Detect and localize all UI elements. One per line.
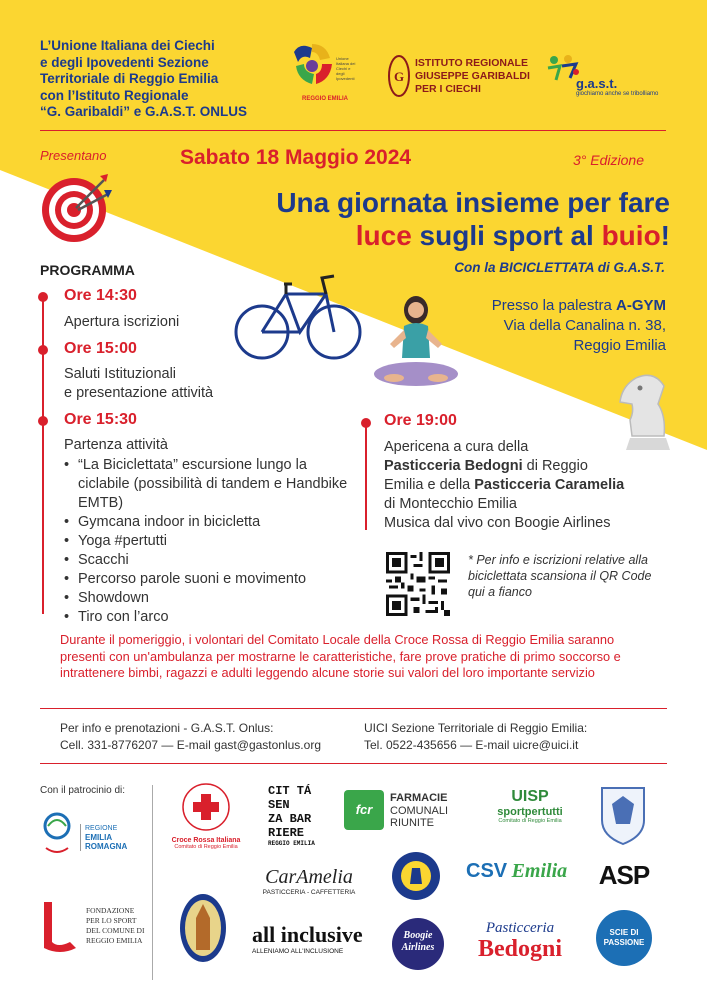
title-line-2 bbox=[150, 219, 670, 252]
event-date: Sabato 18 Maggio 2024 bbox=[180, 146, 412, 169]
header-divider bbox=[40, 130, 666, 131]
organizer-line: con l’Istituto Regionale bbox=[40, 87, 189, 103]
regione-line: ROMAGNA bbox=[85, 842, 128, 851]
activity-welcome: Saluti Istituzionali e presentazione attività bbox=[64, 366, 214, 401]
scie-di-passione-logo bbox=[596, 910, 652, 966]
garibaldi-line: GIUSEPPE GARIBALDI bbox=[415, 70, 530, 82]
all-inclusive-logo bbox=[252, 922, 364, 972]
fondazione-logo-icon bbox=[40, 898, 80, 958]
programma-heading: PROGRAMMA bbox=[40, 262, 135, 278]
garibaldi-logo bbox=[387, 54, 530, 104]
list-item: • Showdown bbox=[64, 589, 354, 608]
presentano-label: Presentano bbox=[40, 148, 107, 163]
farmacie-line: FARMACIE bbox=[390, 792, 448, 804]
organizer-line: “G. Garibaldi” e G.A.S.T. ONLUS bbox=[40, 104, 248, 119]
asp-name: ASP bbox=[598, 860, 650, 890]
allinclusive-name: all inclusive bbox=[252, 922, 363, 947]
venue-address: Via della Canalina n. 38, bbox=[503, 317, 666, 334]
sponsor-divider bbox=[152, 785, 153, 980]
boogie-airlines-logo bbox=[392, 918, 444, 970]
timeline-dot bbox=[38, 292, 48, 302]
citta-senza-barriere-logo: CIT TÁ SEN ZA BAR RIERE REGGIO EMILIA bbox=[268, 784, 315, 847]
farmacie-line: RIUNITE bbox=[390, 817, 434, 829]
list-item: • Scacchi bbox=[64, 551, 354, 570]
uici-logo-small-text: Unione Italiana dei Ciechi e degli Ipovedenti bbox=[336, 56, 356, 81]
pasticceria-bedogni-logo bbox=[462, 920, 578, 968]
uici-logo-city: REGGIO EMILIA bbox=[302, 96, 349, 102]
farmacie-line: COMUNALI bbox=[390, 804, 449, 817]
organizer-line: L’Unione Italiana dei Ciechi bbox=[40, 38, 215, 53]
timeline-dot bbox=[38, 345, 48, 355]
qr-code[interactable] bbox=[386, 552, 450, 616]
timeline-dot bbox=[361, 418, 371, 428]
boogie-name: Boogie Airlines bbox=[401, 930, 435, 953]
allinclusive-sub: ALLENIAMO ALL'INCLUSIONE bbox=[252, 948, 344, 955]
activities-list bbox=[64, 456, 354, 627]
garibaldi-line: PER I CIECHI bbox=[415, 83, 481, 95]
uici-logo bbox=[290, 40, 358, 110]
comune-badge-icon bbox=[178, 892, 228, 964]
regione-logo-icon bbox=[42, 812, 72, 860]
uisp-tagline: sportpertutti bbox=[497, 806, 563, 818]
uisp-sub: Comitato di Reggio Emilia bbox=[498, 818, 562, 824]
scacchi-badge-icon bbox=[390, 850, 442, 902]
event-title bbox=[150, 186, 670, 252]
list-item: • Tiro con l’arco bbox=[64, 608, 354, 627]
fcr-mark: fcr bbox=[344, 790, 384, 830]
asp-logo bbox=[596, 860, 652, 900]
edition-label: 3° Edizione bbox=[573, 152, 644, 168]
gast-logo bbox=[546, 54, 668, 100]
gast-tagline: giochiamo anche se tribolliamo bbox=[576, 91, 659, 97]
title-middle: sugli sport al bbox=[411, 220, 602, 251]
gast-figures-icon bbox=[546, 54, 580, 84]
activity-start: Partenza attività bbox=[64, 437, 168, 453]
venue-intro: Presso la palestra bbox=[491, 297, 612, 314]
garibaldi-crest-icon bbox=[387, 54, 411, 98]
municipal-crest-icon bbox=[598, 784, 648, 846]
csv-name: CSV bbox=[466, 860, 508, 882]
scie-line: SCIE DI bbox=[609, 928, 639, 937]
cri-name: Croce Rossa Italiana bbox=[171, 837, 241, 844]
organizer-line: Territoriale di Reggio Emilia bbox=[40, 71, 219, 86]
contact-uici: UICI Sezione Territoriale di Reggio Emilia: Tel. 0522-435656 — E-mail uicre@uici.it bbox=[364, 721, 588, 752]
venue-city: Reggio Emilia bbox=[573, 337, 666, 354]
gast-name: g.a.s.t. bbox=[576, 76, 618, 91]
organizer-line: e degli Ipovedenti Sezione bbox=[40, 54, 209, 70]
timeline-line-2 bbox=[365, 420, 367, 530]
gast-email-link[interactable]: gast@gastonlus.org bbox=[214, 738, 321, 752]
time-1900: Ore 19:00 bbox=[384, 412, 457, 429]
title-word-buio: buio bbox=[601, 220, 661, 251]
csv-emilia: Emilia bbox=[511, 860, 568, 882]
time-1530: Ore 15:30 bbox=[64, 411, 137, 428]
title-line-1: Una giornata insieme per fare bbox=[276, 187, 670, 218]
uici-logo-icon bbox=[290, 40, 334, 90]
list-item: • Yoga #pertutti bbox=[64, 532, 354, 551]
garibaldi-line: ISTITUTO REGIONALE bbox=[415, 57, 528, 69]
uisp-name: UISP bbox=[511, 788, 549, 805]
fondazione-line: PER LO SPORT bbox=[86, 916, 137, 925]
regione-line: EMILIA bbox=[85, 833, 113, 842]
caramelia-logo bbox=[254, 866, 364, 910]
time-1500: Ore 15:00 bbox=[64, 340, 137, 357]
list-item: • Gymcana indoor in bicicletta bbox=[64, 513, 354, 532]
timeline-line bbox=[42, 296, 44, 614]
uici-email-link[interactable]: uicre@uici.it bbox=[512, 738, 579, 752]
target-icon bbox=[38, 172, 114, 244]
bedogni-line-2: Bedogni bbox=[477, 936, 563, 962]
list-item: • “La Biciclettata” escursione lungo la ciclabile (possibilità di tandem e Handbike EMTB) bbox=[64, 456, 354, 513]
fondazione-line: FONDAZIONE bbox=[86, 906, 135, 915]
regione-emilia-romagna-logo bbox=[42, 812, 146, 872]
contact-gast: Per info e prenotazioni - G.A.S.T. Onlus: Cell. 331-8776207 — E-mail gast@gastonlus.org bbox=[60, 721, 321, 752]
caramelia-sub: PASTICCERIA - CAFFETTERIA bbox=[262, 889, 356, 896]
activity-registration: Apertura iscrizioni bbox=[64, 314, 180, 330]
bedogni-line-1: Pasticceria bbox=[485, 920, 555, 936]
uisp-logo bbox=[488, 788, 572, 836]
regione-line: REGIONE bbox=[85, 825, 118, 832]
fondazione-line: DEL COMUNE DI bbox=[86, 926, 145, 935]
red-cross-paragraph: Durante il pomeriggio, i volontari del Comitato Locale della Croce Rossa di Reggio Emilia saranno presenti con un'ambulanza per mostrarne le caratteristiche, fare prove pratiche di primo soccorso e intrattenere bimbi, ragazzi e adulti leggendo alcune storie sui valori del loro importante servizio bbox=[60, 632, 621, 680]
croce-rossa-logo bbox=[166, 782, 246, 858]
contact-box bbox=[40, 708, 667, 764]
qr-note: * Per info e iscrizioni relative alla biciclettata scansiona il QR Code qui a fianco bbox=[468, 553, 652, 599]
activity-dinner: Apericena a cura della Pasticceria Bedogni di Reggio Emilia e della Pasticceria Caramelia di Montecchio Emilia Musica dal vivo con Boogie Airlines bbox=[384, 439, 625, 531]
fondazione-line: REGGIO EMILIA bbox=[86, 936, 143, 945]
timeline-dot bbox=[38, 416, 48, 426]
caramelia-name: CarAmelia bbox=[265, 866, 353, 888]
venue bbox=[440, 296, 666, 356]
red-cross-icon bbox=[181, 782, 231, 832]
subtitle: Con la BICICLETTATA di G.A.S.T. bbox=[454, 260, 665, 275]
list-item: • Percorso parole suoni e movimento bbox=[64, 570, 354, 589]
csv-emilia-logo bbox=[466, 860, 576, 904]
title-bang: ! bbox=[660, 220, 670, 251]
title-word-luce: luce bbox=[355, 220, 412, 251]
fondazione-sport-logo bbox=[40, 898, 150, 958]
organizer-text bbox=[40, 38, 280, 121]
scie-line: PASSIONE bbox=[603, 938, 645, 947]
svg-text:G: G bbox=[393, 69, 405, 84]
time-1430: Ore 14:30 bbox=[64, 287, 137, 304]
venue-name: A-GYM bbox=[616, 297, 666, 314]
cri-sub: Comitato di Reggio Emilia bbox=[174, 844, 238, 850]
farmacie-comunali-logo bbox=[344, 790, 462, 838]
bicycle-icon bbox=[234, 270, 362, 366]
patrocinio-label: Con il patrocinio di: bbox=[40, 785, 126, 796]
